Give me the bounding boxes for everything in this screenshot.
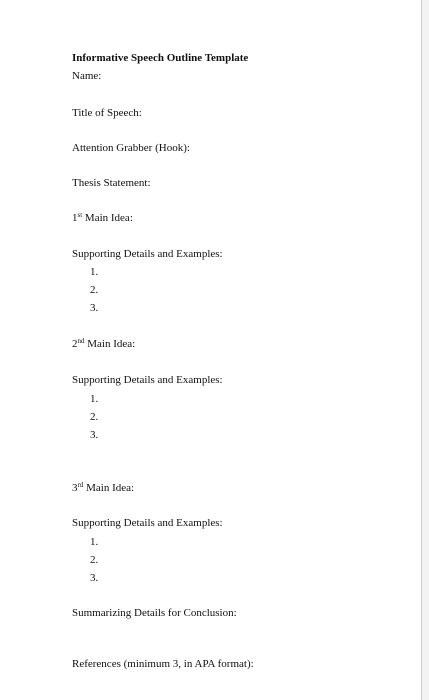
thesis-statement-label: Thesis Statement:	[72, 177, 151, 189]
main-idea-2-number: 2	[72, 338, 78, 350]
document-title: Informative Speech Outline Template	[72, 52, 249, 64]
list-item: 2.	[90, 284, 99, 296]
attention-grabber-label: Attention Grabber (Hook):	[72, 142, 190, 154]
main-idea-1-label: Main Idea:	[84, 212, 133, 224]
list-item: 1.	[90, 266, 99, 278]
main-idea-3-suffix: rd	[77, 481, 84, 489]
list-item: 2.	[90, 554, 99, 566]
list-item: 2.	[90, 411, 99, 423]
main-idea-3-number: 3	[72, 482, 78, 494]
conclusion-label: Summarizing Details for Conclusion:	[72, 607, 237, 619]
list-item: 3.	[90, 572, 99, 584]
main-idea-2-suffix: nd	[77, 337, 85, 345]
main-idea-3-label: Main Idea:	[86, 482, 135, 494]
main-idea-2-heading	[72, 338, 135, 351]
speech-title-label: Title of Speech:	[72, 107, 142, 119]
list-item: 3.	[90, 302, 99, 314]
main-idea-1-heading	[72, 212, 133, 225]
main-idea-1-number: 1	[72, 212, 78, 224]
window-gutter	[422, 0, 429, 700]
supporting-details-3-label: Supporting Details and Examples:	[72, 517, 223, 529]
name-label: Name:	[72, 70, 102, 82]
main-idea-1-suffix: st	[77, 211, 83, 219]
main-idea-2-label: Main Idea:	[87, 338, 136, 350]
list-item: 3.	[90, 429, 99, 441]
references-label: References (minimum 3, in APA format):	[72, 658, 254, 670]
main-idea-3-heading	[72, 482, 134, 495]
supporting-details-2-label: Supporting Details and Examples:	[72, 374, 223, 386]
list-item: 1.	[90, 393, 99, 405]
supporting-details-1-label: Supporting Details and Examples:	[72, 248, 223, 260]
list-item: 1.	[90, 536, 99, 548]
